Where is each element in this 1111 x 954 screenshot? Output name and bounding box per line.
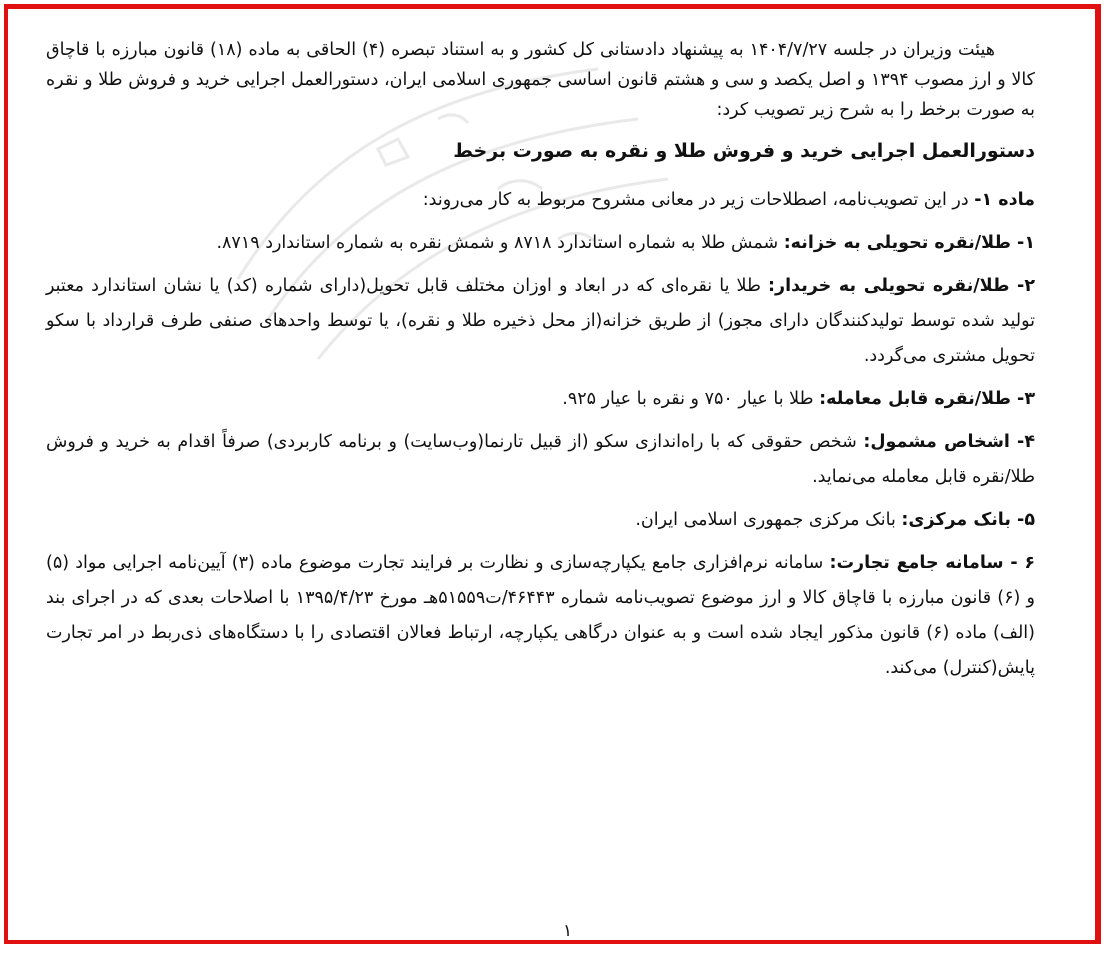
definition-item-6-text: سامانه نرم‌افزاری جامع یکپارچه‌سازی و نظارت بر فرایند تجارت موضوع ماده (۳) آیین‌نامه اجرایی مواد (۵) و (۶) قانون مبارزه با قاچاق کالا و ارز موضوع تصویب‌نامه شماره ۴۶۴۴۳/ت۵۱۵۵۹هـ مورخ ۱۳۹۵/۴/۲۳ با اصلاحات بعدی که در اجرای بند (الف) ماده (۶) قانون مذکور ایجاد شده است و به عنوان درگاهی یکپارچه، ارتباط فعالان اقتصادی را با دستگاه‌های ذی‌ربط در امر تجارت پایش(کنترل) می‌کند. bbox=[46, 553, 1035, 678]
definition-item-5-text: بانک مرکزی جمهوری اسلامی ایران. bbox=[635, 510, 902, 530]
document-content bbox=[46, 9, 1035, 940]
article-1 bbox=[46, 183, 1035, 218]
definition-item-3-lead: ۳- طلا/نقره قابل معامله: bbox=[819, 389, 1035, 409]
definition-item-3-text: طلا با عیار ۷۵۰ و نقره با عیار ۹۲۵. bbox=[562, 389, 820, 409]
definition-item-4-text: شخص حقوقی که با راه‌اندازی سکو (از قبیل تارنما(وب‌سایت) و برنامه کاربردی) صرفاً اقدام به خرید و فروش طلا/نقره قابل معامله می‌نماید. bbox=[46, 432, 1035, 487]
definition-item-2-lead: ۲- طلا/نقره تحویلی به خریدار: bbox=[768, 276, 1035, 296]
definition-item-2-text: طلا یا نقره‌ای که در ابعاد و اوزان مختلف قابل تحویل(دارای شماره (کد) یا نشان استاندارد معتبر تولید شده توسط تولیدکنندگان دارای مجوز) از طریق خزانه(از محل ذخیره طلا و نقره)، یا توسط واحدهای صنفی طرف قرارداد با سکو تحویل مشتری می‌گردد. bbox=[46, 276, 1035, 366]
definition-item-1-text: شمش طلا به شماره استاندارد ۸۷۱۸ و شمش نقره به شماره استاندارد ۸۷۱۹. bbox=[216, 233, 784, 253]
definition-item-4-lead: ۴- اشخاص مشمول: bbox=[863, 432, 1035, 452]
definition-item-1-lead: ۱- طلا/نقره تحویلی به خزانه: bbox=[783, 233, 1035, 253]
definition-item-5 bbox=[46, 503, 1035, 538]
article-1-lead: ماده ۱- bbox=[974, 190, 1035, 210]
page-number: ۱ bbox=[563, 921, 573, 941]
intro-paragraph: هیئت وزیران در جلسه ۱۴۰۴/۷/۲۷ به پیشنهاد دادستانی کل کشور و به استناد تبصره (۴) الحاقی به ماده (۱۸) قانون مبارزه با قاچاق کالا و ارز مصوب ۱۳۹۴ و اصل یکصد و سی و هشتم قانون اساسی جمهوری اسلامی ایران، دستورالعمل اجرایی خرید و فروش طلا و نقره به صورت برخط را به شرح زیر تصویب کرد: bbox=[46, 40, 1035, 120]
definition-item-2 bbox=[46, 269, 1035, 374]
definition-item-6-lead: ۶ - سامانه جامع تجارت: bbox=[829, 553, 1035, 573]
definition-item-1 bbox=[46, 226, 1035, 261]
definition-item-3 bbox=[46, 382, 1035, 417]
document-page bbox=[4, 4, 1101, 944]
definition-item-6 bbox=[46, 546, 1035, 686]
article-1-text: در این تصویب‌نامه، اصطلاحات زیر در معانی مشروح مربوط به کار می‌روند: bbox=[422, 190, 975, 210]
definition-item-5-lead: ۵- بانک مرکزی: bbox=[901, 510, 1035, 530]
definition-item-4 bbox=[46, 425, 1035, 495]
document-title: دستورالعمل اجرایی خرید و فروش طلا و نقره به صورت برخط bbox=[453, 140, 1035, 162]
